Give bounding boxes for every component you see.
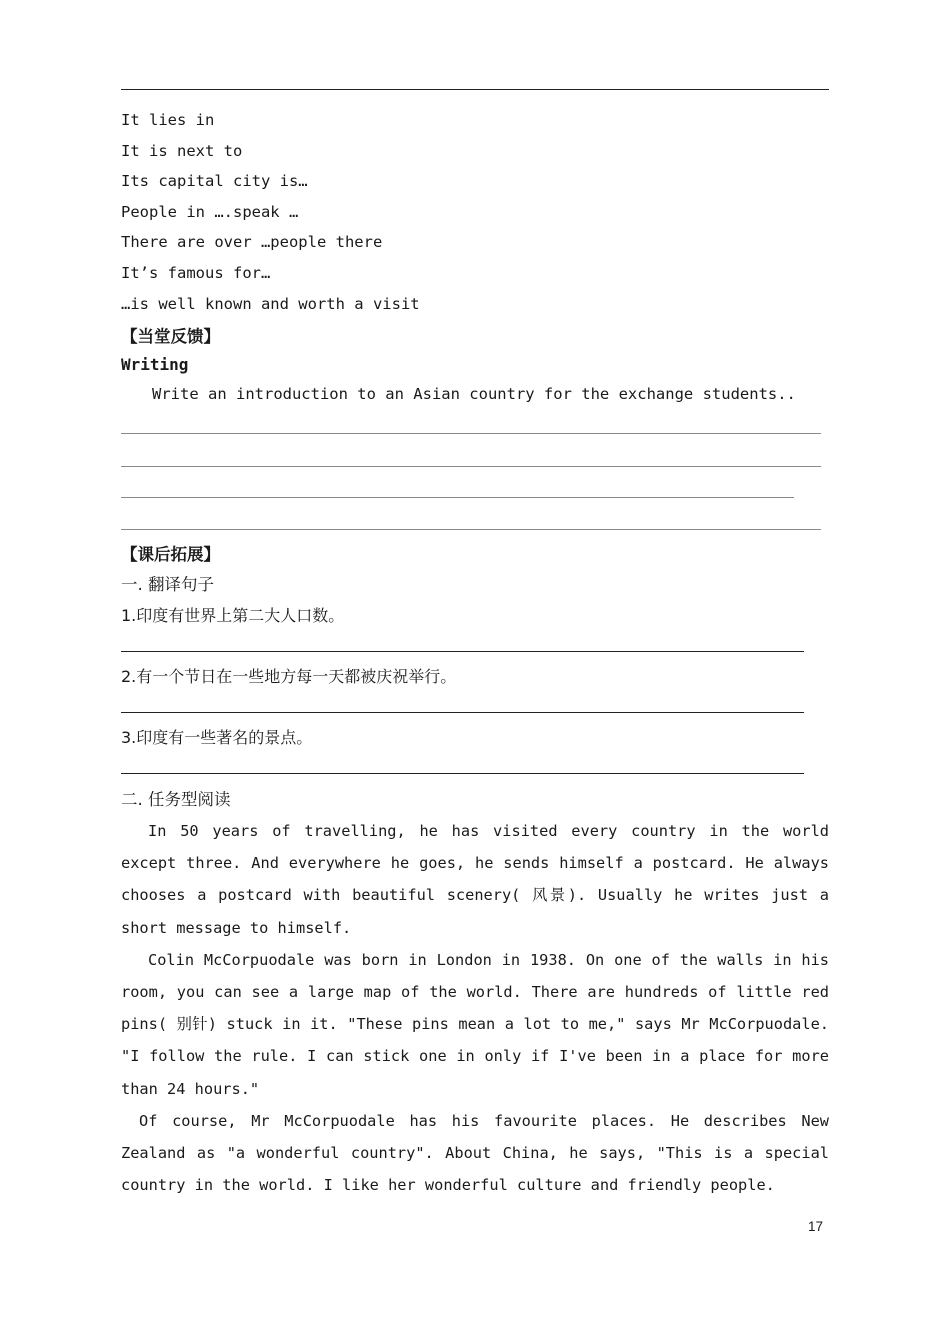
writing-answer-line: [121, 529, 821, 530]
translation-item: 1.印度有世界上第二大人口数。: [121, 606, 345, 625]
extension-heading: 【课后拓展】: [121, 545, 220, 564]
phrase-line: It lies in: [121, 111, 215, 129]
translation-item: 2.有一个节日在一些地方每一天都被庆祝举行。: [121, 667, 457, 686]
phrase-line: There are over …people there: [121, 233, 383, 252]
phrase-line: …is well known and worth a visit: [121, 294, 420, 313]
translation-item: 3.印度有一些著名的景点。: [121, 728, 313, 747]
translation-answer-line: [121, 712, 804, 713]
feedback-heading: 【当堂反馈】: [121, 327, 220, 346]
translation-answer-line: [121, 651, 804, 652]
reading-passage: [121, 815, 829, 1201]
reading-heading: 二. 任务型阅读: [121, 790, 231, 809]
phrase-line: It is next to: [121, 141, 243, 160]
translation-answer-line: [121, 773, 804, 774]
writing-prompt: Write an introduction to an Asian country for the exchange students..: [152, 385, 796, 403]
phrase-line: People in ….speak …: [121, 202, 299, 221]
reading-paragraph: In 50 years of travelling, he has visited every country in the world except three. And everywhere he goes, he sends himself a postcard. He always chooses a postcard with beautiful scenery( 风景). Usually he writes just a short message to himself.: [121, 822, 829, 937]
header-rule: [121, 89, 829, 90]
writing-answer-line: [121, 497, 794, 498]
page-number: 17: [808, 1219, 824, 1234]
reading-paragraph: Of course, Mr McCorpuodale has his favourite places. He describes New Zealand as "a wonderful country". About China, he says, "This is a special country in the world. I like her wonderful culture and friendly people.: [121, 1111, 829, 1195]
writing-answer-line: [121, 466, 821, 467]
useful-phrases-list: [121, 108, 829, 322]
phrase-line: Its capital city is…: [121, 172, 308, 191]
phrase-line: It’s famous for…: [121, 263, 271, 282]
translation-heading: 一. 翻译句子: [121, 575, 214, 594]
reading-paragraph: Colin McCorpuodale was born in London in 1938. On one of the walls in his room, you can see a large map of the world. There are hundreds of little red pins( 别针) stuck in it. "These pins mean a lot to me," says Mr McCorpuodale. "I follow the rule. I can stick one in only if I've been in a place for more than 24 hours.": [121, 950, 829, 1098]
writing-label: Writing: [121, 355, 189, 374]
writing-answer-line: [121, 433, 821, 434]
